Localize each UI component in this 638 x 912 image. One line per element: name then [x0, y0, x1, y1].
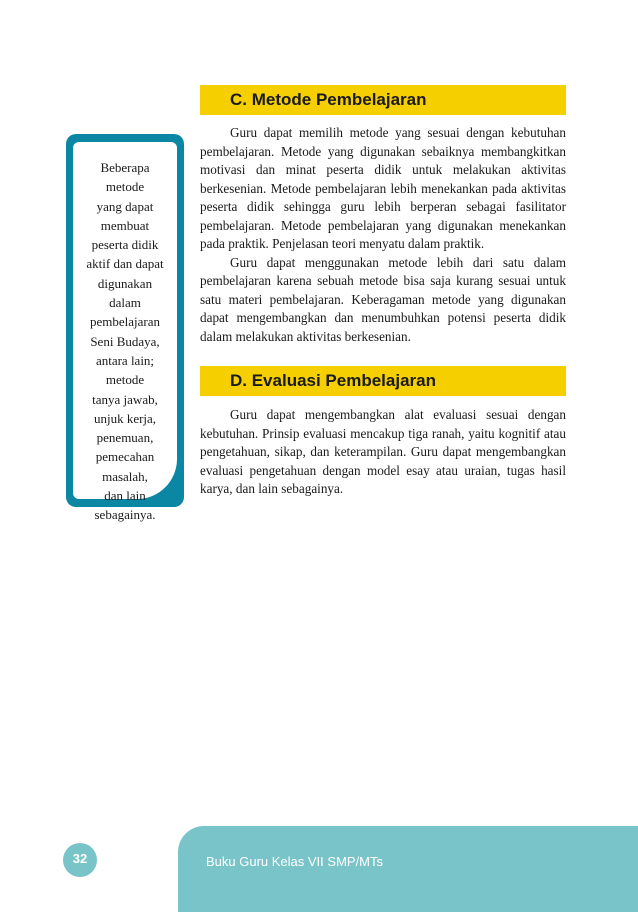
- footer-band: [178, 826, 638, 912]
- sidebar-line: metode: [105, 179, 145, 195]
- footer-book-title: Buku Guru Kelas VII SMP/MTs: [206, 854, 384, 869]
- section-d-heading: D. Evaluasi Pembelajaran: [230, 371, 436, 390]
- page-number-badge: [63, 843, 97, 877]
- section-c-paragraph-1: Guru dapat memilih metode yang sesuai dengan kebutuhan pembelajaran. Metode yang digunakan sebaiknya membangkitkan motivasi dan minat peserta didik untuk melakukan aktivitas berkesenian. Metode pembelajaran lebih menekankan pada aktivitas peserta didik sehingga guru lebih berperan sebagai fasilitator pembelajaran. Metode pembelajaran yang digunakan menekankan pada praktik. Penjelasan teori menyatu dalam praktik.: [200, 125, 566, 251]
- sidebar-callout: [66, 134, 184, 523]
- sidebar-line: tanya jawab,: [92, 391, 158, 407]
- sidebar-line: masalah,: [102, 468, 148, 484]
- sidebar-line: dalam: [109, 295, 141, 311]
- sidebar-line: pemecahan: [95, 449, 155, 465]
- sidebar-line: peserta didik: [91, 237, 159, 253]
- sidebar-line: antara lain;: [95, 352, 155, 368]
- section-c-heading-bar: [200, 85, 566, 115]
- sidebar-line: dan lain: [104, 488, 146, 504]
- sidebar-line: penemuan,: [96, 430, 154, 446]
- sidebar-line: Seni Budaya,: [90, 333, 160, 349]
- section-d-body: [200, 406, 566, 499]
- section-c-body: [200, 124, 566, 346]
- sidebar-line: metode: [105, 372, 145, 388]
- sidebar-callout-inner: [73, 142, 177, 523]
- section-c-paragraph-2: Guru dapat menggunakan metode lebih dari satu dalam pembelajaran karena sebuah metode bisa saja kurang sesuai untuk satu materi pembelajaran. Keberagaman metode yang digunakan dapat mengembangkan dan menumbuhkan potensi peserta didik dalam melakukan aktivitas berkesenian.: [200, 254, 566, 344]
- sidebar-line: aktif dan dapat: [86, 256, 164, 272]
- sidebar-line: unjuk kerja,: [93, 410, 157, 426]
- section-c-heading: C. Metode Pembelajaran: [230, 90, 427, 109]
- sidebar-line: Beberapa: [100, 160, 150, 175]
- section-d-paragraph-1: Guru dapat mengembangkan alat evaluasi sesuai dengan kebutuhan. Prinsip evaluasi mencakup tiga ranah, yaitu kognitif atau pengetahuan, sikap, dan keterampilan. Guru dapat mengembangkan evaluasi pengetahuan dengan model esay atau uraian, tugas hasil karya, dan lain sebagainya.: [200, 407, 566, 496]
- sidebar-line: yang dapat: [96, 198, 154, 214]
- sidebar-line: sebagainya.: [94, 507, 156, 523]
- section-d-heading-bar: [200, 366, 566, 396]
- page-number: 32: [72, 851, 88, 866]
- sidebar-line: digunakan: [97, 275, 153, 291]
- sidebar-line: membuat: [100, 217, 150, 233]
- sidebar-callout-text: [73, 158, 177, 525]
- sidebar-line: pembelajaran: [89, 314, 160, 330]
